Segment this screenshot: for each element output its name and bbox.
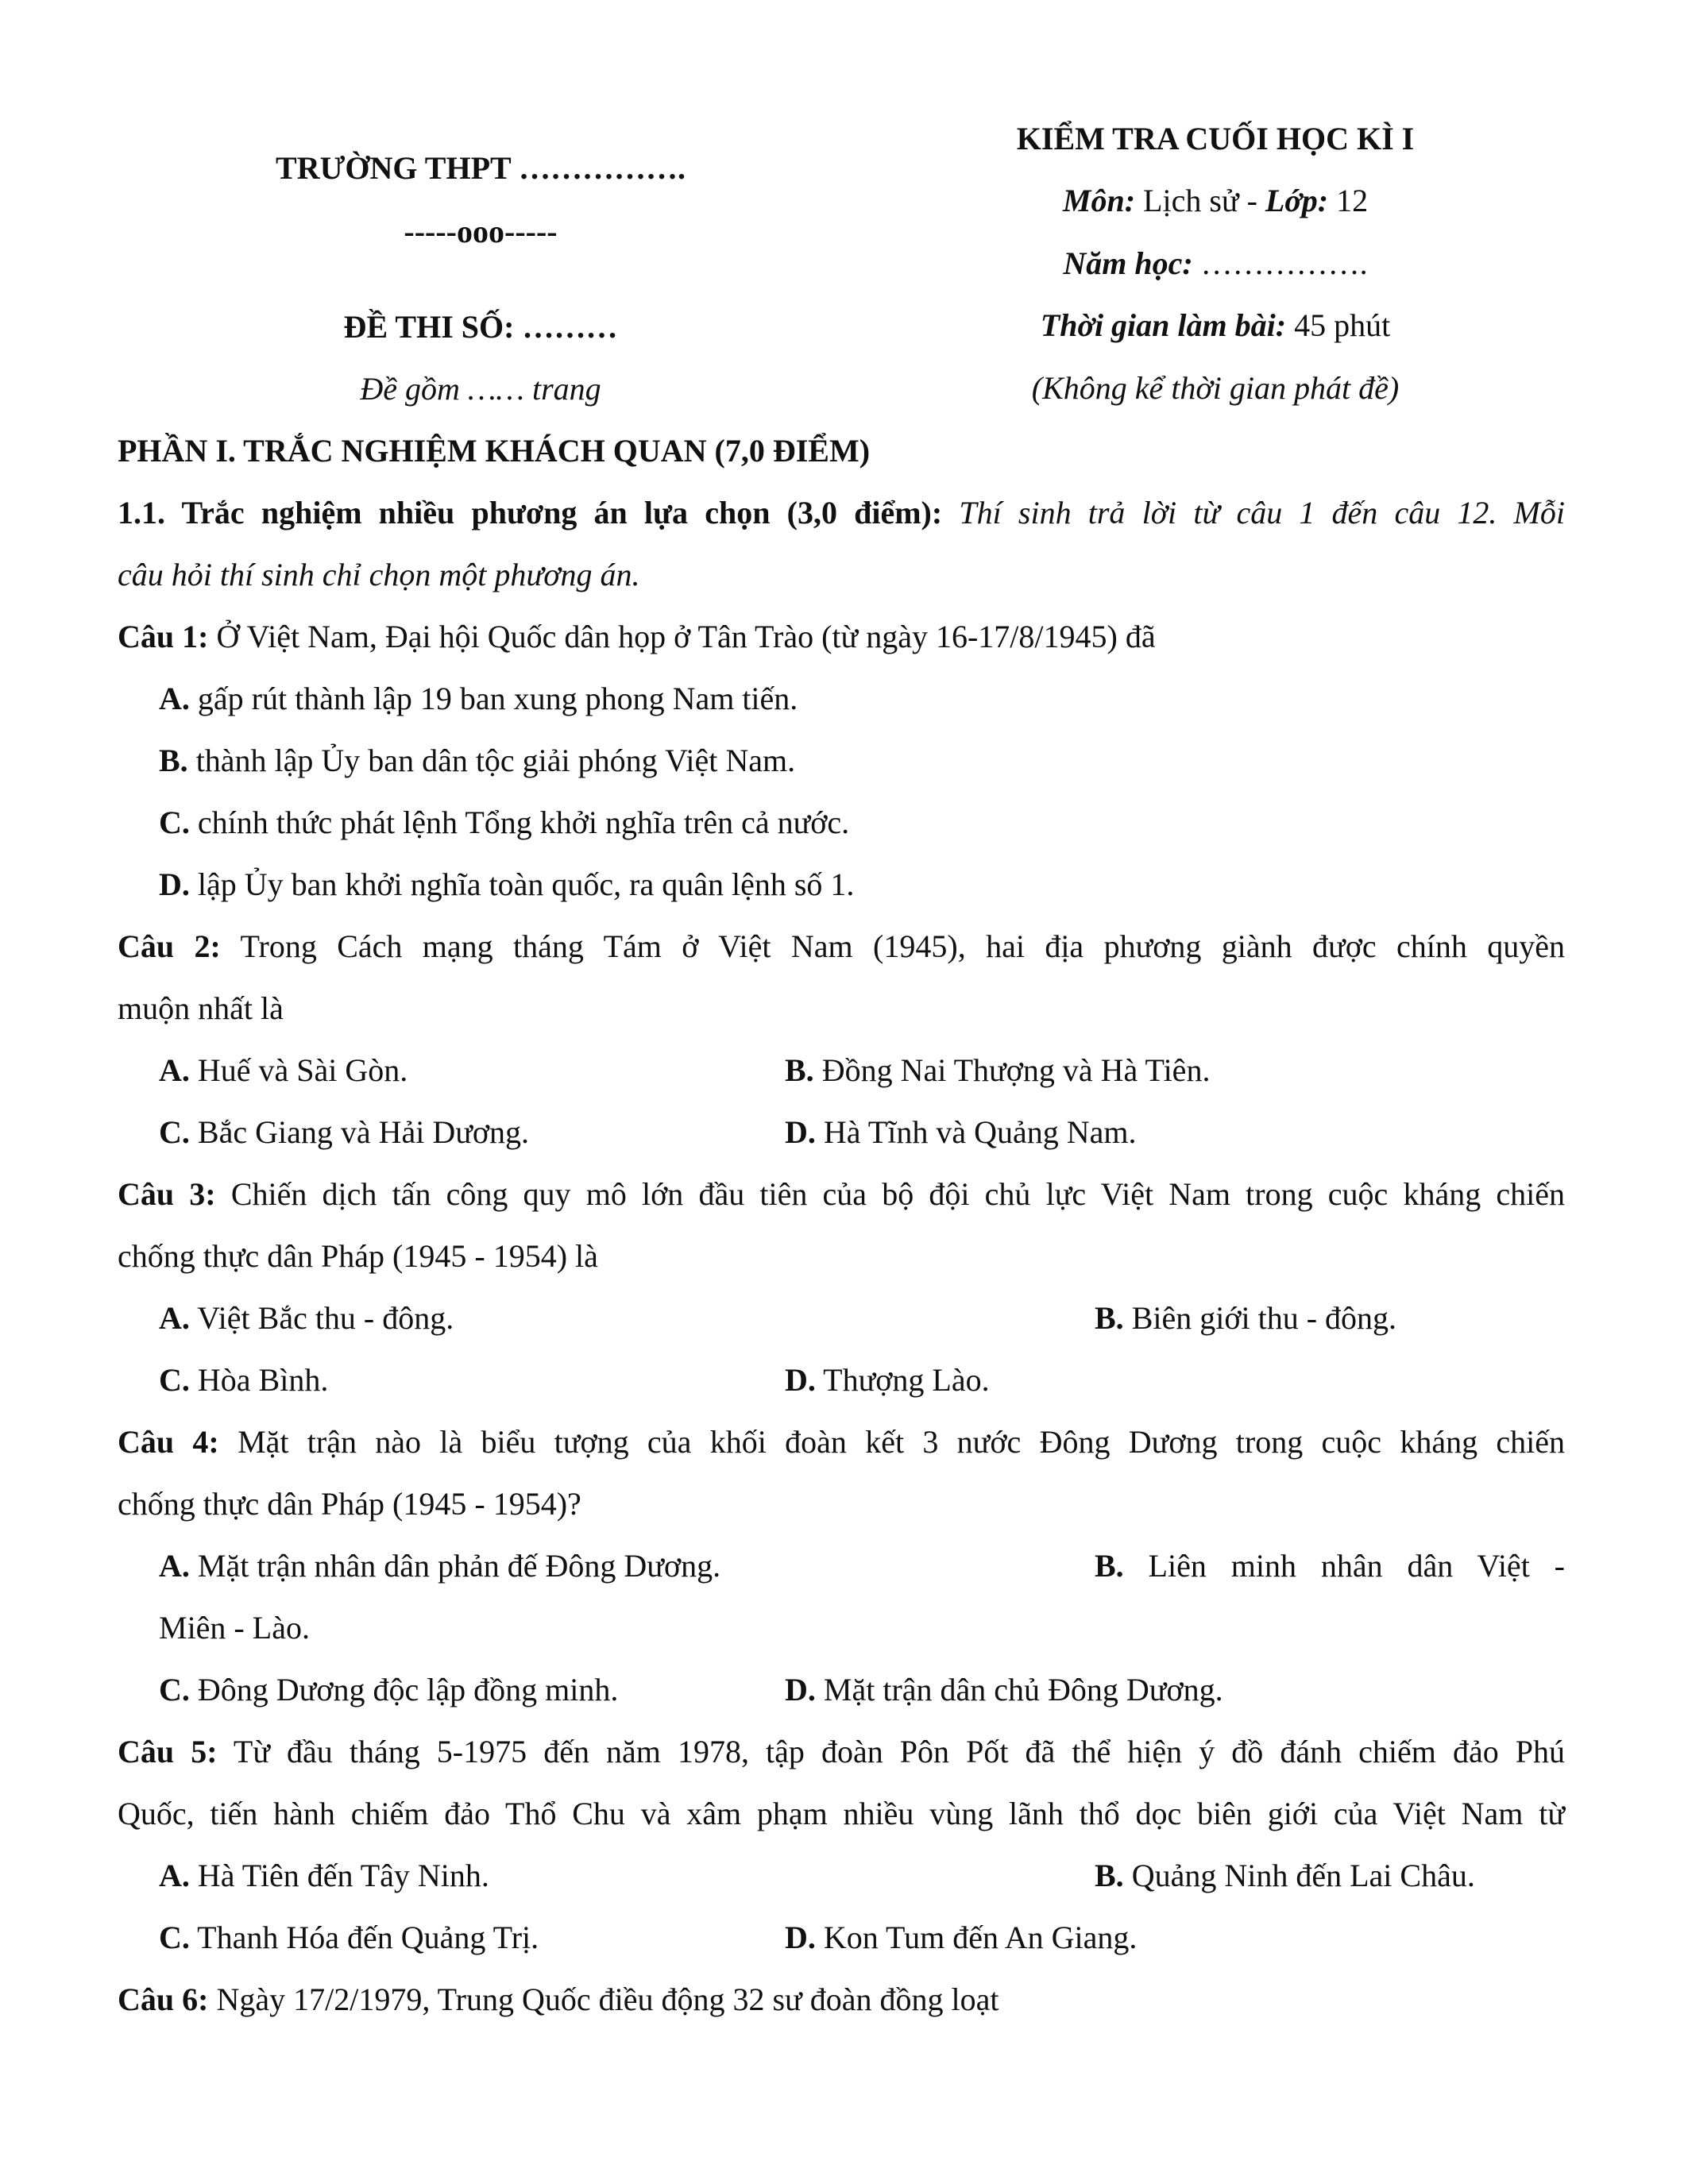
school-year-line xyxy=(1063,245,1368,281)
option-text: Hòa Bình. xyxy=(189,1362,329,1398)
option-text: Thanh Hóa đến Quảng Trị. xyxy=(189,1920,539,1955)
option-text: Đông Dương độc lập đồng minh. xyxy=(189,1672,619,1707)
question-1 xyxy=(118,621,1156,653)
option-text: chính thức phát lệnh Tổng khởi nghĩa trên cả nước. xyxy=(189,805,850,840)
option-text: Hà Tiên đến Tây Ninh. xyxy=(189,1858,489,1893)
subject-label: Môn: xyxy=(1062,183,1136,218)
question-4 xyxy=(118,1426,1565,1461)
question-5 xyxy=(118,1736,1565,1771)
option-c xyxy=(159,1922,539,1954)
option-key: A. xyxy=(159,1548,190,1584)
option-text: Kon Tum đến An Giang. xyxy=(815,1920,1138,1955)
option-a xyxy=(159,1052,408,1088)
option-b xyxy=(1095,1302,1396,1334)
question-label: Câu 5: xyxy=(118,1734,218,1769)
option-key: C. xyxy=(159,1114,190,1150)
option-key: D. xyxy=(785,1920,816,1955)
option-c xyxy=(159,1114,530,1150)
duration-value: 45 phút xyxy=(1286,307,1391,343)
option-key: C. xyxy=(159,1920,190,1955)
option-d xyxy=(785,1674,1223,1706)
option-key: B. xyxy=(1095,1300,1124,1336)
option-text: Đồng Nai Thượng và Hà Tiên. xyxy=(813,1052,1211,1088)
question-label: Câu 6: xyxy=(118,1981,209,2017)
option-text: Mặt trận nhân dân phản đế Đông Dương. xyxy=(189,1548,721,1584)
option-text: thành lập Ủy ban dân tộc giải phóng Việt Nam. xyxy=(187,743,796,778)
option-key: C. xyxy=(159,805,190,840)
option-key: C. xyxy=(159,1672,190,1707)
question-text: Trong Cách mạng tháng Tám ở Việt Nam (1945), hai địa phương giành được chính quyền xyxy=(220,928,1566,964)
option-b xyxy=(159,745,795,777)
option-key: D. xyxy=(785,1114,816,1150)
option-text: Hà Tĩnh và Quảng Nam. xyxy=(815,1114,1137,1150)
option-b xyxy=(785,1052,1211,1088)
option-key: A. xyxy=(159,1300,190,1336)
option-key: B. xyxy=(785,1052,814,1088)
option-a xyxy=(159,1302,454,1334)
question-text: Từ đầu tháng 5-1975 đến năm 1978, tập đoàn Pôn Pốt đã thể hiện ý đồ đánh chiếm đảo Phú xyxy=(217,1734,1566,1769)
question-text: Ở Việt Nam, Đại hội Quốc dân họp ở Tân Trào (từ ngày 16-17/8/1945) đã xyxy=(208,619,1156,654)
option-key: A. xyxy=(159,1858,190,1893)
section-instruction-cont: câu hỏi thí sinh chỉ chọn một phương án. xyxy=(118,557,640,592)
option-d xyxy=(785,1364,990,1396)
question-text-cont: chống thực dân Pháp (1945 - 1954) là xyxy=(118,1238,598,1274)
option-text: Bắc Giang và Hải Dương. xyxy=(189,1114,530,1150)
option-text: Quảng Ninh đến Lai Châu. xyxy=(1123,1858,1475,1893)
question-label: Câu 3: xyxy=(118,1176,216,1212)
option-b xyxy=(1095,1550,1565,1585)
option-text: Huế và Sài Gòn. xyxy=(189,1052,408,1088)
question-2 xyxy=(118,928,1566,966)
exam-title: KIỂM TRA CUỐI HỌC KÌ I xyxy=(1016,121,1415,156)
option-c xyxy=(159,1674,618,1706)
option-key: D. xyxy=(785,1672,816,1707)
question-text: Mặt trận nào là biểu tượng của khối đoàn kết 3 nước Đông Dương trong cuộc kháng chiến xyxy=(218,1424,1566,1460)
year-label: Năm học: xyxy=(1063,245,1193,281)
option-text: Mặt trận dân chủ Đông Dương. xyxy=(815,1672,1223,1707)
option-key: C. xyxy=(159,1362,190,1398)
subject-value: Lịch sử - xyxy=(1135,183,1265,218)
option-text: Việt Bắc thu - đông. xyxy=(189,1300,454,1336)
question-label: Câu 4: xyxy=(118,1424,219,1460)
question-label: Câu 2: xyxy=(118,928,221,964)
question-text: Chiến dịch tấn công quy mô lớn đầu tiên của bộ đội chủ lực Việt Nam trong cuộc kháng chiến xyxy=(215,1176,1566,1212)
question-text: Ngày 17/2/1979, Trung Quốc điều động 32 sư đoàn đồng loạt xyxy=(208,1981,999,2017)
option-a xyxy=(159,683,798,715)
question-text-cont: chống thực dân Pháp (1945 - 1954)? xyxy=(118,1486,581,1522)
header-divider: -----ooo----- xyxy=(404,214,558,249)
option-key: B. xyxy=(1095,1858,1124,1893)
question-text-cont: muộn nhất là xyxy=(118,990,284,1026)
section-instruction: Thí sinh trả lời từ câu 1 đến câu 12. Mỗi xyxy=(942,495,1565,531)
year-value: ……………. xyxy=(1192,245,1368,281)
option-key: A. xyxy=(159,1052,190,1088)
option-key: D. xyxy=(159,866,190,902)
option-d xyxy=(159,866,855,902)
page-count: Đề gồm …… trang xyxy=(360,371,601,407)
exam-number: ĐỀ THI SỐ: ……… xyxy=(343,309,618,345)
option-c xyxy=(159,1364,328,1396)
school-name: TRƯỜNG THPT ……………. xyxy=(276,150,686,186)
option-key: D. xyxy=(785,1362,816,1398)
class-value: 12 xyxy=(1328,183,1369,218)
option-key: B. xyxy=(1095,1548,1124,1584)
option-text: lập Ủy ban khởi nghĩa toàn quốc, ra quân lệnh số 1. xyxy=(189,866,855,902)
subject-line xyxy=(1063,185,1368,217)
part-title: PHẦN I. TRẮC NGHIỆM KHÁCH QUAN (7,0 ĐIỂM) xyxy=(118,433,871,469)
option-b-cont: Miên - Lào. xyxy=(159,1610,310,1646)
option-key: A. xyxy=(159,681,190,716)
option-text: gấp rút thành lập 19 ban xung phong Nam tiến. xyxy=(189,681,798,716)
option-text: Liên minh nhân dân Việt - xyxy=(1123,1548,1565,1584)
duration-label: Thời gian làm bài: xyxy=(1040,307,1287,343)
option-c xyxy=(159,807,849,839)
option-a xyxy=(159,1550,720,1582)
question-3 xyxy=(118,1176,1566,1214)
duration-note: (Không kể thời gian phát đề) xyxy=(1031,370,1400,406)
option-d xyxy=(785,1114,1137,1150)
option-text: Biên giới thu - đông. xyxy=(1123,1300,1397,1336)
question-6 xyxy=(118,1981,999,2017)
option-b xyxy=(1095,1860,1475,1892)
option-key: B. xyxy=(159,743,188,778)
option-d xyxy=(785,1922,1137,1954)
section-heading xyxy=(118,497,1565,532)
section-label: 1.1. Trắc nghiệm nhiều phương án lựa chọn (3,0 điểm): xyxy=(118,495,943,531)
duration-line xyxy=(1040,307,1391,343)
question-label: Câu 1: xyxy=(118,619,209,654)
option-a xyxy=(159,1860,489,1892)
option-text: Thượng Lào. xyxy=(815,1362,990,1398)
question-text-cont: Quốc, tiến hành chiếm đảo Thổ Chu và xâm phạm nhiều vùng lãnh thổ dọc biên giới của Việt Nam từ xyxy=(118,1796,1565,1831)
class-label: Lớp: xyxy=(1265,183,1329,218)
